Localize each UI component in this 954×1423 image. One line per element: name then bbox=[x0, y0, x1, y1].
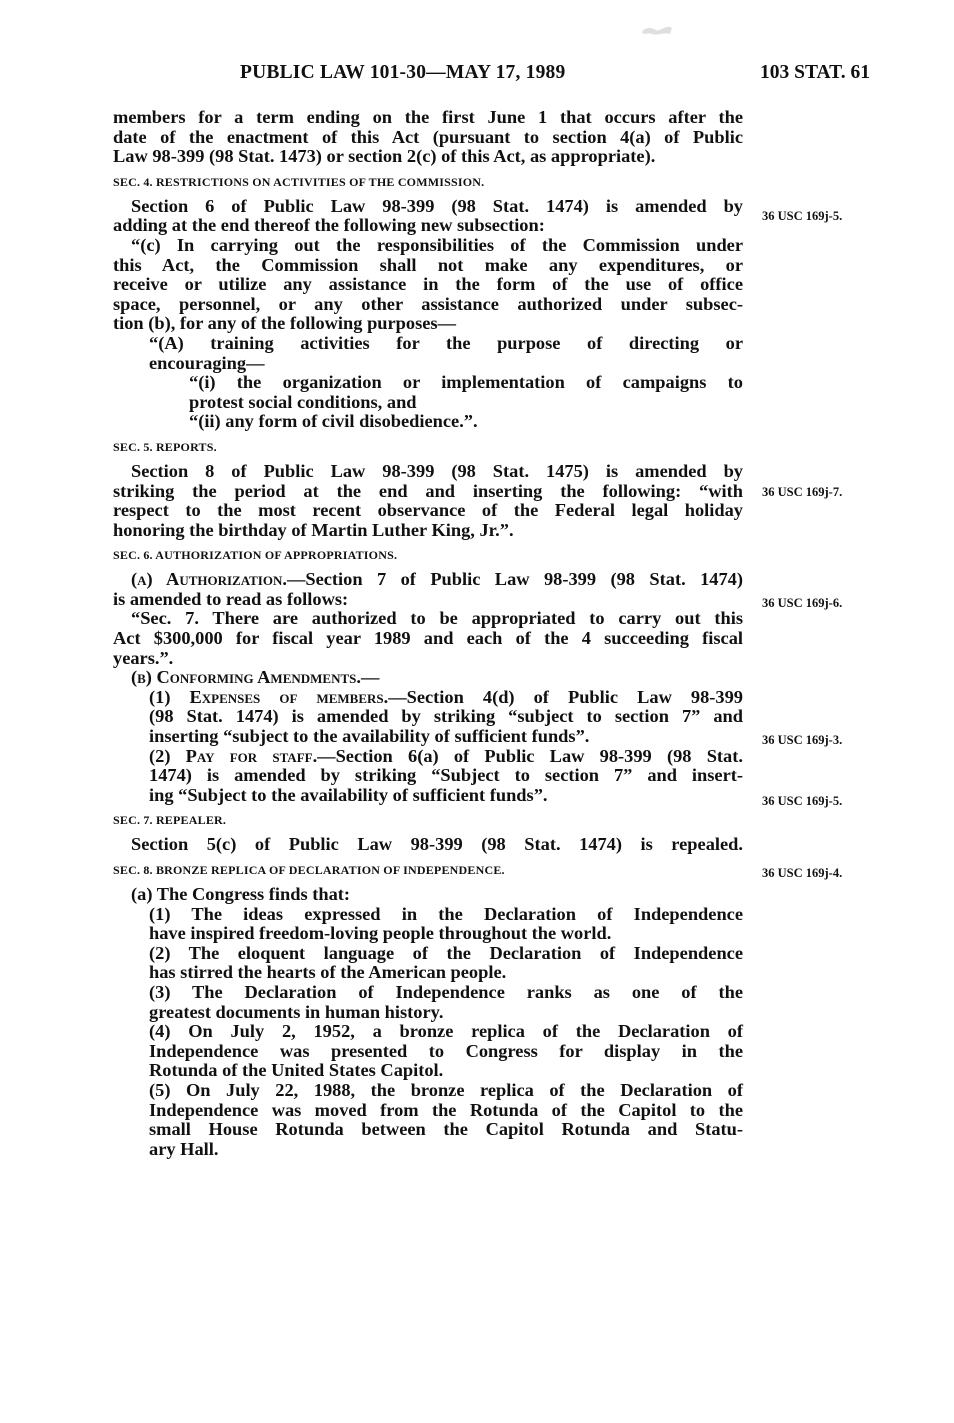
sec5-line: striking the period at the end and inserting the following: “with bbox=[113, 480, 743, 501]
sec8-line: (1) The ideas expressed in the Declaration of Independence bbox=[149, 903, 743, 924]
sec6-line: (1) Expenses of members.—Section 4(d) of Public Law 98-399 bbox=[149, 686, 743, 707]
paragraph-2-label: (2) Pay for staff. bbox=[149, 745, 318, 766]
sec4-line: “(i) the organization or implementation of campaigns to bbox=[189, 372, 743, 393]
sec8-line: has stirred the hearts of the American people. bbox=[149, 962, 507, 983]
margin-note: 36 USC 169j-7. bbox=[762, 485, 843, 499]
sec6-line: 1474) is amended by striking “Subject to section 7” and insert- bbox=[149, 765, 743, 786]
paragraph-1-label: (1) Expenses of members. bbox=[149, 686, 389, 707]
sec4-line: space, personnel, or any other assistance authorized under subsec- bbox=[113, 293, 743, 314]
section-7-heading: SEC. 7. REPEALER. bbox=[113, 813, 227, 828]
sec8-line: greatest documents in human history. bbox=[149, 1001, 444, 1022]
sec8-line: ary Hall. bbox=[149, 1138, 219, 1159]
sec6-line: (a) Authorization.—Section 7 of Public Law 98-399 (98 Stat. 1474) bbox=[131, 569, 743, 590]
sec4-line: “(ii) any form of civil disobedience.”. bbox=[189, 411, 478, 432]
sec6-line: years.”. bbox=[113, 647, 174, 668]
sec8-line: (a) The Congress finds that: bbox=[131, 884, 351, 904]
margin-note: 36 USC 169j-3. bbox=[762, 733, 843, 747]
sec6-line: Act $300,000 for fiscal year 1989 and each of the 4 succeeding fiscal bbox=[113, 628, 743, 649]
sec4-line: tion (b), for any of the following purposes— bbox=[113, 313, 456, 334]
sec4-line: receive or utilize any assistance in the form of the use of office bbox=[113, 274, 743, 295]
sec5-line: respect to the most recent observance of the Federal legal holiday bbox=[113, 500, 743, 521]
sec8-line: (5) On July 22, 1988, the bronze replica of the Declaration of bbox=[149, 1079, 743, 1100]
sec4-line: encouraging— bbox=[149, 352, 265, 373]
sec8-line: Rotunda of the United States Capitol. bbox=[149, 1060, 444, 1081]
sec5-line: Section 8 of Public Law 98-399 (98 Stat. 1475) is amended by bbox=[131, 460, 743, 481]
intro-line: members for a term ending on the first June 1 that occurs after the bbox=[113, 107, 743, 127]
intro-line: date of the enactment of this Act (pursuant to section 4(a) of Public bbox=[113, 126, 743, 147]
ink-smudge bbox=[640, 22, 674, 38]
page-header-stat: 103 STAT. 61 bbox=[760, 62, 870, 83]
sec8-line: (2) The eloquent language of the Declaration of Independence bbox=[149, 942, 743, 963]
sec8-line: have inspired freedom-loving people throughout the world. bbox=[149, 923, 612, 944]
body-text bbox=[113, 108, 743, 1159]
sec6-line: “Sec. 7. There are authorized to be appropriated to carry out this bbox=[131, 608, 743, 629]
sec4-line: adding at the end thereof the following new subsection: bbox=[113, 215, 545, 236]
sec6-line: is amended to read as follows: bbox=[113, 588, 349, 609]
subsection-a-label: (a) Authorization. bbox=[131, 569, 287, 590]
margin-note: 36 USC 169j-5. bbox=[762, 209, 843, 223]
margin-note: 36 USC 169j-5. bbox=[762, 794, 843, 808]
intro-line: Law 98-399 (98 Stat. 1473) or section 2(c) of this Act, as appropriate). bbox=[113, 146, 656, 167]
page-header-title: PUBLIC LAW 101-30—MAY 17, 1989 bbox=[240, 62, 566, 83]
sec6-line: inserting “subject to the availability of sufficient funds”. bbox=[149, 726, 590, 747]
sec4-line: this Act, the Commission shall not make any expenditures, or bbox=[113, 254, 743, 275]
sec4-line: Section 6 of Public Law 98-399 (98 Stat. 1474) is amended by bbox=[131, 195, 743, 216]
sec8-line: Independence was moved from the Rotunda of the Capitol to the bbox=[149, 1099, 743, 1120]
sec4-line: “(c) In carrying out the responsibilities of the Commission under bbox=[131, 234, 743, 255]
sec4-line: protest social conditions, and bbox=[189, 391, 417, 412]
margin-note: 36 USC 169j-4. bbox=[762, 866, 843, 880]
sec5-line: honoring the birthday of Martin Luther King, Jr.”. bbox=[113, 519, 514, 540]
margin-note: 36 USC 169j-6. bbox=[762, 596, 843, 610]
subsection-b-label: (b) Conforming Amendments.— bbox=[131, 667, 380, 688]
sec6-line: (2) Pay for staff.—Section 6(a) of Public Law 98-399 (98 Stat. bbox=[149, 745, 743, 766]
sec8-line: small House Rotunda between the Capitol Rotunda and Statu- bbox=[149, 1119, 743, 1140]
sec8-line: (3) The Declaration of Independence ranks as one of the bbox=[149, 981, 743, 1002]
sec8-line: (4) On July 2, 1952, a bronze replica of the Declaration of bbox=[149, 1021, 743, 1042]
section-6-heading: SEC. 6. AUTHORIZATION OF APPROPRIATIONS. bbox=[113, 548, 398, 563]
sec6-line: (98 Stat. 1474) is amended by striking “subject to section 7” and bbox=[149, 706, 743, 727]
sec7-line: Section 5(c) of Public Law 98-399 (98 Stat. 1474) is repealed. bbox=[131, 834, 743, 855]
section-8-heading: SEC. 8. BRONZE REPLICA OF DECLARATION OF INDEPENDENCE. bbox=[113, 863, 505, 877]
section-5-heading: SEC. 5. REPORTS. bbox=[113, 439, 217, 454]
sec8-line: Independence was presented to Congress for display in the bbox=[149, 1040, 743, 1061]
section-4-heading: SEC. 4. RESTRICTIONS ON ACTIVITIES OF THE COMMISSION. bbox=[113, 174, 485, 189]
sec4-line: “(A) training activities for the purpose of directing or bbox=[149, 332, 743, 353]
sec6-line: ing “Subject to the availability of sufficient funds”. bbox=[149, 784, 548, 805]
